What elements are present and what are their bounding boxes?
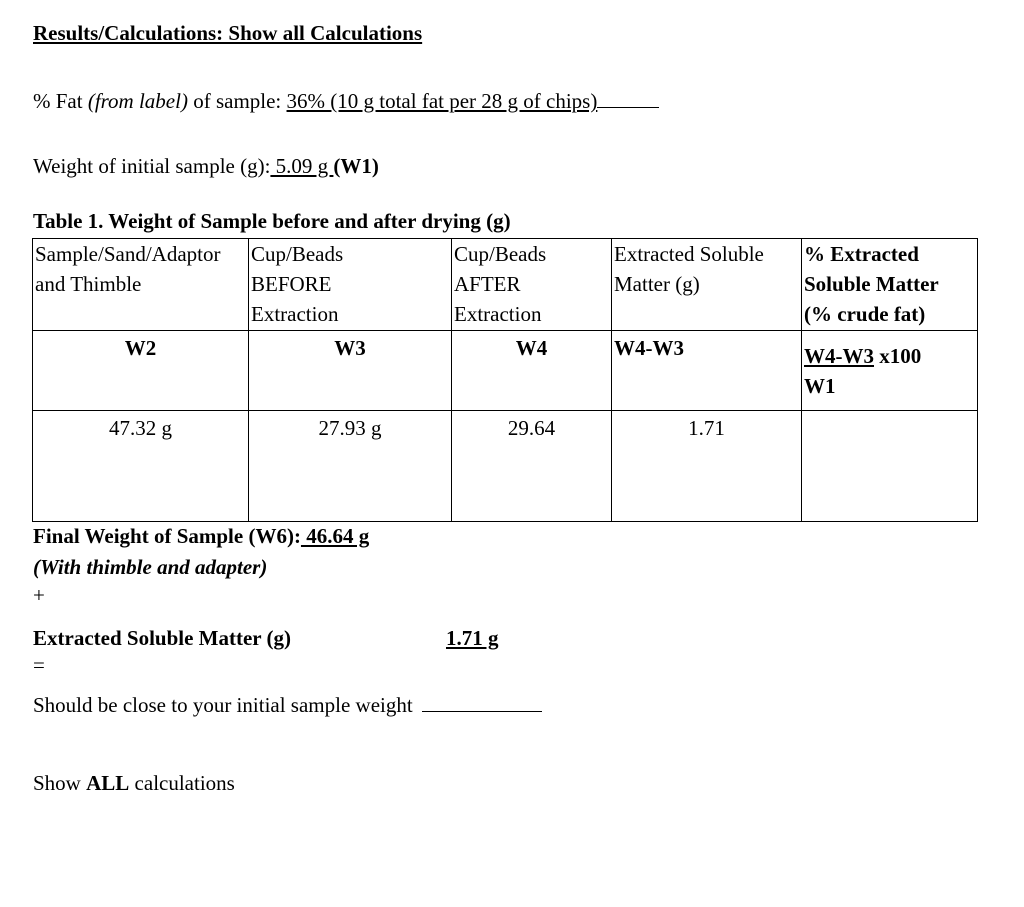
final-weight-value: 46.64 g — [300, 524, 370, 548]
table-label-row — [33, 331, 978, 411]
fat-value: 36% (10 g total fat per 28 g of chips) — [286, 89, 598, 113]
value-w4: 29.64 — [452, 411, 612, 522]
header-line: (% crude fat) — [804, 302, 926, 326]
should-be-blank — [422, 710, 542, 712]
header-line: Extraction — [454, 302, 542, 326]
initial-weight-value: 5.09 g — [270, 154, 334, 178]
value-w3: 27.93 g — [249, 411, 452, 522]
header-line: Cup/Beads — [454, 242, 547, 266]
header-line: Extracted Soluble — [614, 242, 764, 266]
show-all-suffix: calculations — [129, 771, 235, 795]
header-percent-extracted — [802, 239, 978, 331]
equals-sign: = — [33, 653, 45, 677]
header-line: BEFORE — [251, 272, 332, 296]
initial-weight-label: Weight of initial sample (g): — [33, 154, 271, 178]
initial-weight-tag: (W1) — [333, 154, 379, 178]
value-percent-extracted — [802, 411, 978, 522]
extracted-label: Extracted Soluble Matter (g) — [33, 626, 291, 650]
formula-top — [804, 341, 975, 371]
table-header-row — [33, 239, 978, 331]
initial-weight-line — [33, 154, 379, 179]
header-cup-before — [249, 239, 452, 331]
value-w4-minus-w3: 1.71 — [612, 411, 802, 522]
final-weight-line — [33, 524, 369, 549]
weights-table — [32, 238, 978, 522]
show-all-line — [33, 771, 235, 796]
show-all-bold: ALL — [86, 771, 130, 795]
extracted-value: 1.71 g — [446, 626, 499, 650]
fat-label-prefix: % Fat — [33, 89, 88, 113]
should-be-text: Should be close to your initial sample weight — [33, 693, 413, 717]
formula-denominator: W1 — [804, 374, 836, 398]
fat-label-suffix: of sample: — [187, 89, 287, 113]
header-line: Cup/Beads — [251, 242, 344, 266]
show-all-prefix: Show — [33, 771, 87, 795]
label-w4-minus-w3: W4-W3 — [612, 331, 802, 411]
header-extracted-matter — [612, 239, 802, 331]
fat-line — [33, 89, 659, 114]
header-line: Sample/Sand/Adaptor — [35, 242, 221, 266]
table-value-row — [33, 411, 978, 522]
label-formula — [802, 331, 978, 411]
header-sample-sand — [33, 239, 249, 331]
formula-numerator: W4-W3 — [804, 344, 874, 368]
should-be-line — [33, 693, 542, 718]
label-w3: W3 — [249, 331, 452, 411]
final-weight-label: Final Weight of Sample (W6): — [33, 524, 301, 548]
header-line: Matter (g) — [614, 272, 700, 296]
header-line: AFTER — [454, 272, 521, 296]
fat-label-italic: (from label) — [87, 89, 188, 113]
value-w2: 47.32 g — [33, 411, 249, 522]
header-line: Extraction — [251, 302, 339, 326]
label-w2: W2 — [33, 331, 249, 411]
label-w4: W4 — [452, 331, 612, 411]
plus-sign: + — [33, 583, 45, 607]
table-caption: Table 1. Weight of Sample before and after drying (g) — [33, 209, 511, 233]
section-heading: Results/Calculations: Show all Calculations — [33, 21, 423, 45]
header-line: Soluble Matter — [804, 272, 939, 296]
fat-blank-line — [597, 106, 659, 108]
header-line: % Extracted — [804, 242, 919, 266]
header-cup-after — [452, 239, 612, 331]
final-weight-note: (With thimble and adapter) — [33, 555, 268, 579]
formula-multiplier: x100 — [874, 344, 922, 368]
header-line: and Thimble — [35, 272, 142, 296]
